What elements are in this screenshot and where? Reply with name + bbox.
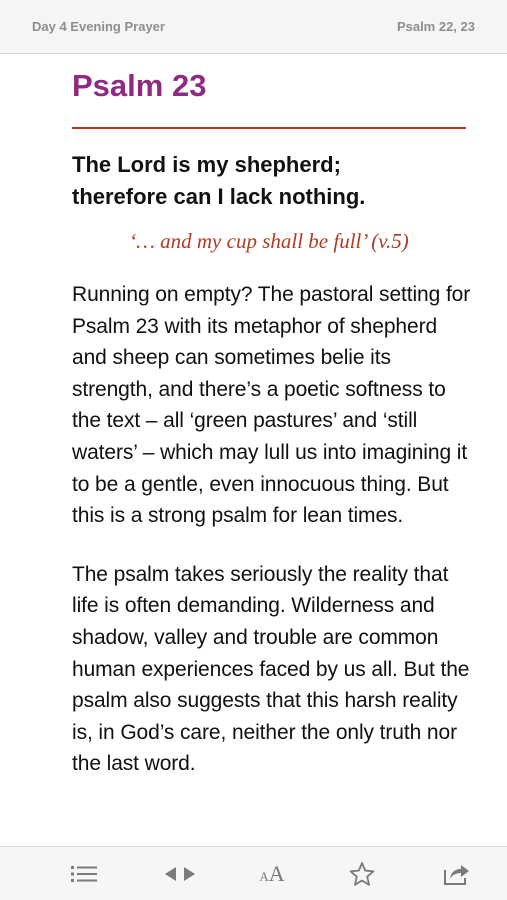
service-title: Day 4 Evening Prayer: [32, 19, 165, 34]
title-divider: [72, 127, 466, 129]
key-verse-quote: ‘… and my cup shall be full’ (v.5): [129, 229, 409, 253]
page-title: Psalm 23: [72, 68, 207, 103]
share-button[interactable]: [434, 857, 478, 891]
contents-list-icon: [71, 864, 97, 884]
reflection-paragraph-1: Running on empty? The pastoral setting for Psalm 23 with its metaphor of shepherd and sheep can sometimes belie its strength, and there’s a poetic softness to the text – all ‘green pastures’ and ‘still waters’ – which may lull us into imagining it to be a gentle, even innocuous thing. But this is a strong psalm for lean times.: [72, 283, 471, 528]
verse-line-1: The Lord is my shepherd;: [72, 152, 341, 177]
font-size-icon: AA: [259, 861, 285, 886]
previous-next-button[interactable]: [158, 857, 202, 891]
contents-list-button[interactable]: [62, 857, 106, 891]
psalm-verse: [72, 149, 472, 213]
verse-line-2: therefore can I lack nothing.: [72, 184, 366, 209]
reading-content[interactable]: [72, 54, 472, 900]
font-size-button[interactable]: [250, 857, 294, 891]
bookmark-button[interactable]: [340, 857, 384, 891]
share-icon: [442, 862, 470, 886]
bookmark-star-icon: [349, 861, 375, 887]
bottom-toolbar: [0, 846, 507, 900]
previous-next-icon: [165, 864, 195, 884]
top-bar: [0, 0, 507, 54]
psalm-reference: Psalm 22, 23: [396, 19, 475, 34]
reflection-paragraph-2: The psalm takes seriously the reality that life is often demanding. Wilderness and shadow, valley and trouble are common human experiences faced by us all. But the psalm also suggests that this harsh reality is, in God’s care, neither the only truth nor the last word.: [72, 562, 470, 776]
